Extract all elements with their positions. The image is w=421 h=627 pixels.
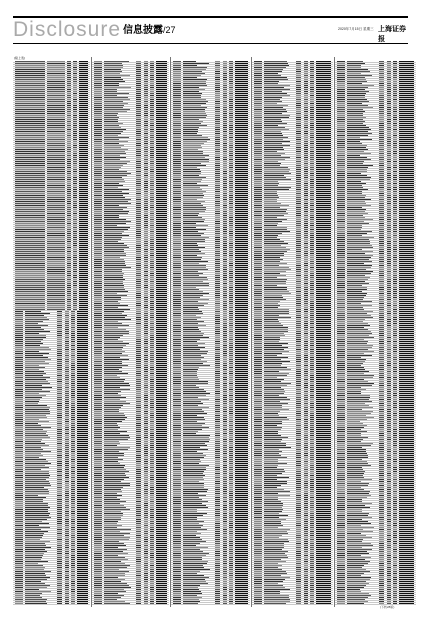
disclosure-table-area [13, 57, 408, 607]
table-column [13, 57, 90, 607]
table-rows [13, 61, 90, 607]
masthead [13, 18, 408, 42]
newspaper-name: 上海证券报 [378, 24, 408, 44]
table-title: (续上表) [14, 57, 25, 60]
page-number: /27 [163, 25, 176, 35]
publication-date: 2020年7月15日 星期三 [338, 27, 374, 32]
masthead-bottom-rule [13, 43, 408, 44]
section-title [123, 24, 176, 37]
section-name: 信息披露 [123, 25, 163, 36]
section-word-disclosure: Disclosure [13, 19, 121, 41]
